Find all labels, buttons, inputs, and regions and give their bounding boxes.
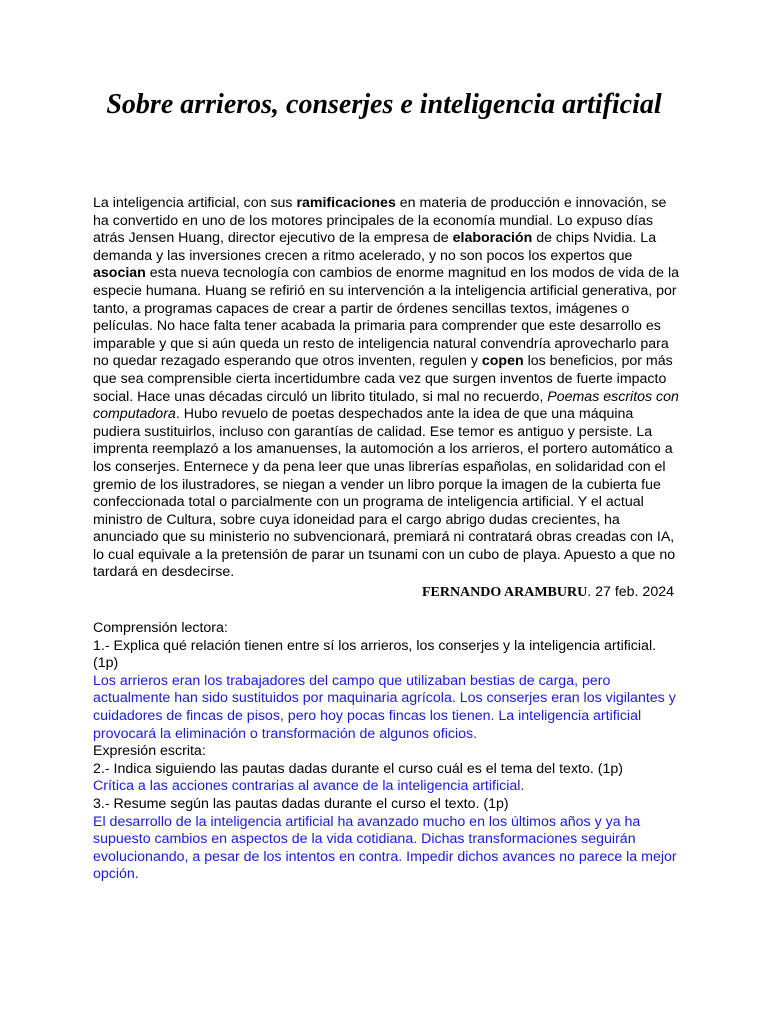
article-text: La inteligencia artificial, con sus	[93, 195, 297, 211]
book-title: Poemas escritos con computadora	[93, 388, 679, 423]
section-heading: Comprensión lectora:	[93, 620, 228, 636]
article-text: . Hubo revuelo de poetas despechados ante la idea de que una máquina pudiera sustituirlos, incluso con garantías de calidad. Ese temor es antiguo y persiste. La imprenta reemplazó a los amanuenses, la automoción a los arrieros, el portero automático a los conserjes. Enternece y da pena leer que unas librerías españolas, en solidaridad con el gremio de los ilustradores, se niegan a vender un libro porque la imagen de la cubierta fue confeccionada total o parcialmente con un programa de inteligencia artificial. Y el actual ministro de Cultura, sobre cuya idoneidad para el cargo abrigo dudas crecientes, ha anunciado que su ministerio no subvencionará, premiará ni contratará obras creadas con IA, lo cual equivale a la pretensión de parar un tsunami con un cubo de playa. Apuesto a que no tardará en desdecirse.	[93, 406, 676, 581]
article-body	[93, 195, 683, 582]
bold-term: elaboración	[452, 230, 533, 247]
question-1: 1.- Explica qué relación tienen entre sí los arrieros, los conserjes y la inteligencia artificial. (1p)	[93, 637, 657, 672]
question-3: 3.- Resume según las pautas dadas durante el curso el texto. (1p)	[93, 795, 509, 812]
article-text: de chips Nvidia. La demanda y las inversiones crecen a ritmo acelerado, y no son pocos los expertos que	[93, 230, 657, 264]
section-heading: Expresión escrita:	[93, 743, 206, 760]
article-text: en materia de producción e innovación, se ha convertido en uno de los motores principales de la economía mundial. Lo expuso días atrás Jensen Huang, director ejecutivo de la empresa de	[93, 195, 667, 247]
author-name: FERNANDO ARAMBURU	[421, 585, 588, 600]
publication-date: . 27 feb. 2024	[587, 584, 674, 600]
signature-line	[93, 584, 674, 602]
question-2: 2.- Indica siguiendo las pautas dadas durante el curso cuál es el tema del texto. (1p)	[93, 760, 623, 777]
bold-term: copen	[481, 353, 524, 370]
answer-1: Los arrieros eran los trabajadores del campo que utilizaban bestias de carga, pero actualmente han sido sustituidos por maquinaria agrícola. Los conserjes eran los vigilantes y cuidadores de fincas de pisos, pero hoy pocas fincas los tienen. La inteligencia artificial provocará la eliminación o transformación de algunos oficios.	[93, 672, 676, 742]
answer-3: El desarrollo de la inteligencia artificial ha avanzado mucho en los últimos años y ya ha supuesto cambios en aspectos de la vida cotidiana. Dichas transformaciones seguirán evolucionando, a pesar de los intentos en contra. Impedir dichos avances no parece la mejor opción.	[93, 813, 677, 883]
bold-term: ramificaciones	[296, 195, 396, 211]
questions-section	[93, 620, 683, 884]
article-text: esta nueva tecnología con cambios de enorme magnitud en los modos de vida de la especie humana. Huang se refirió en su intervención a la inteligencia artificial generativa, por tanto, a programas capaces de crear a partir de órdenes sencillas textos, imágenes o películas. No hace falta tener acabada la primaria para comprender que este desarrollo es imparable y que si aún queda un resto de inteligencia natural convendría aprovecharlo para no quedar rezagado esperando que otros inventen, regulen y	[93, 265, 679, 370]
bold-term: asocian	[93, 265, 146, 282]
page-title: Sobre arrieros, conserjes e inteligencia artificial	[106, 89, 662, 120]
answer-2: Crítica a las acciones contrarias al avance de la inteligencia artificial.	[93, 778, 525, 795]
article-text: los beneficios, por más que sea comprensible cierta incertidumbre cada vez que surgen inventos de fuerte impacto social. Hace unas décadas circuló un librito titulado, si mal no recuerdo,	[93, 353, 673, 405]
